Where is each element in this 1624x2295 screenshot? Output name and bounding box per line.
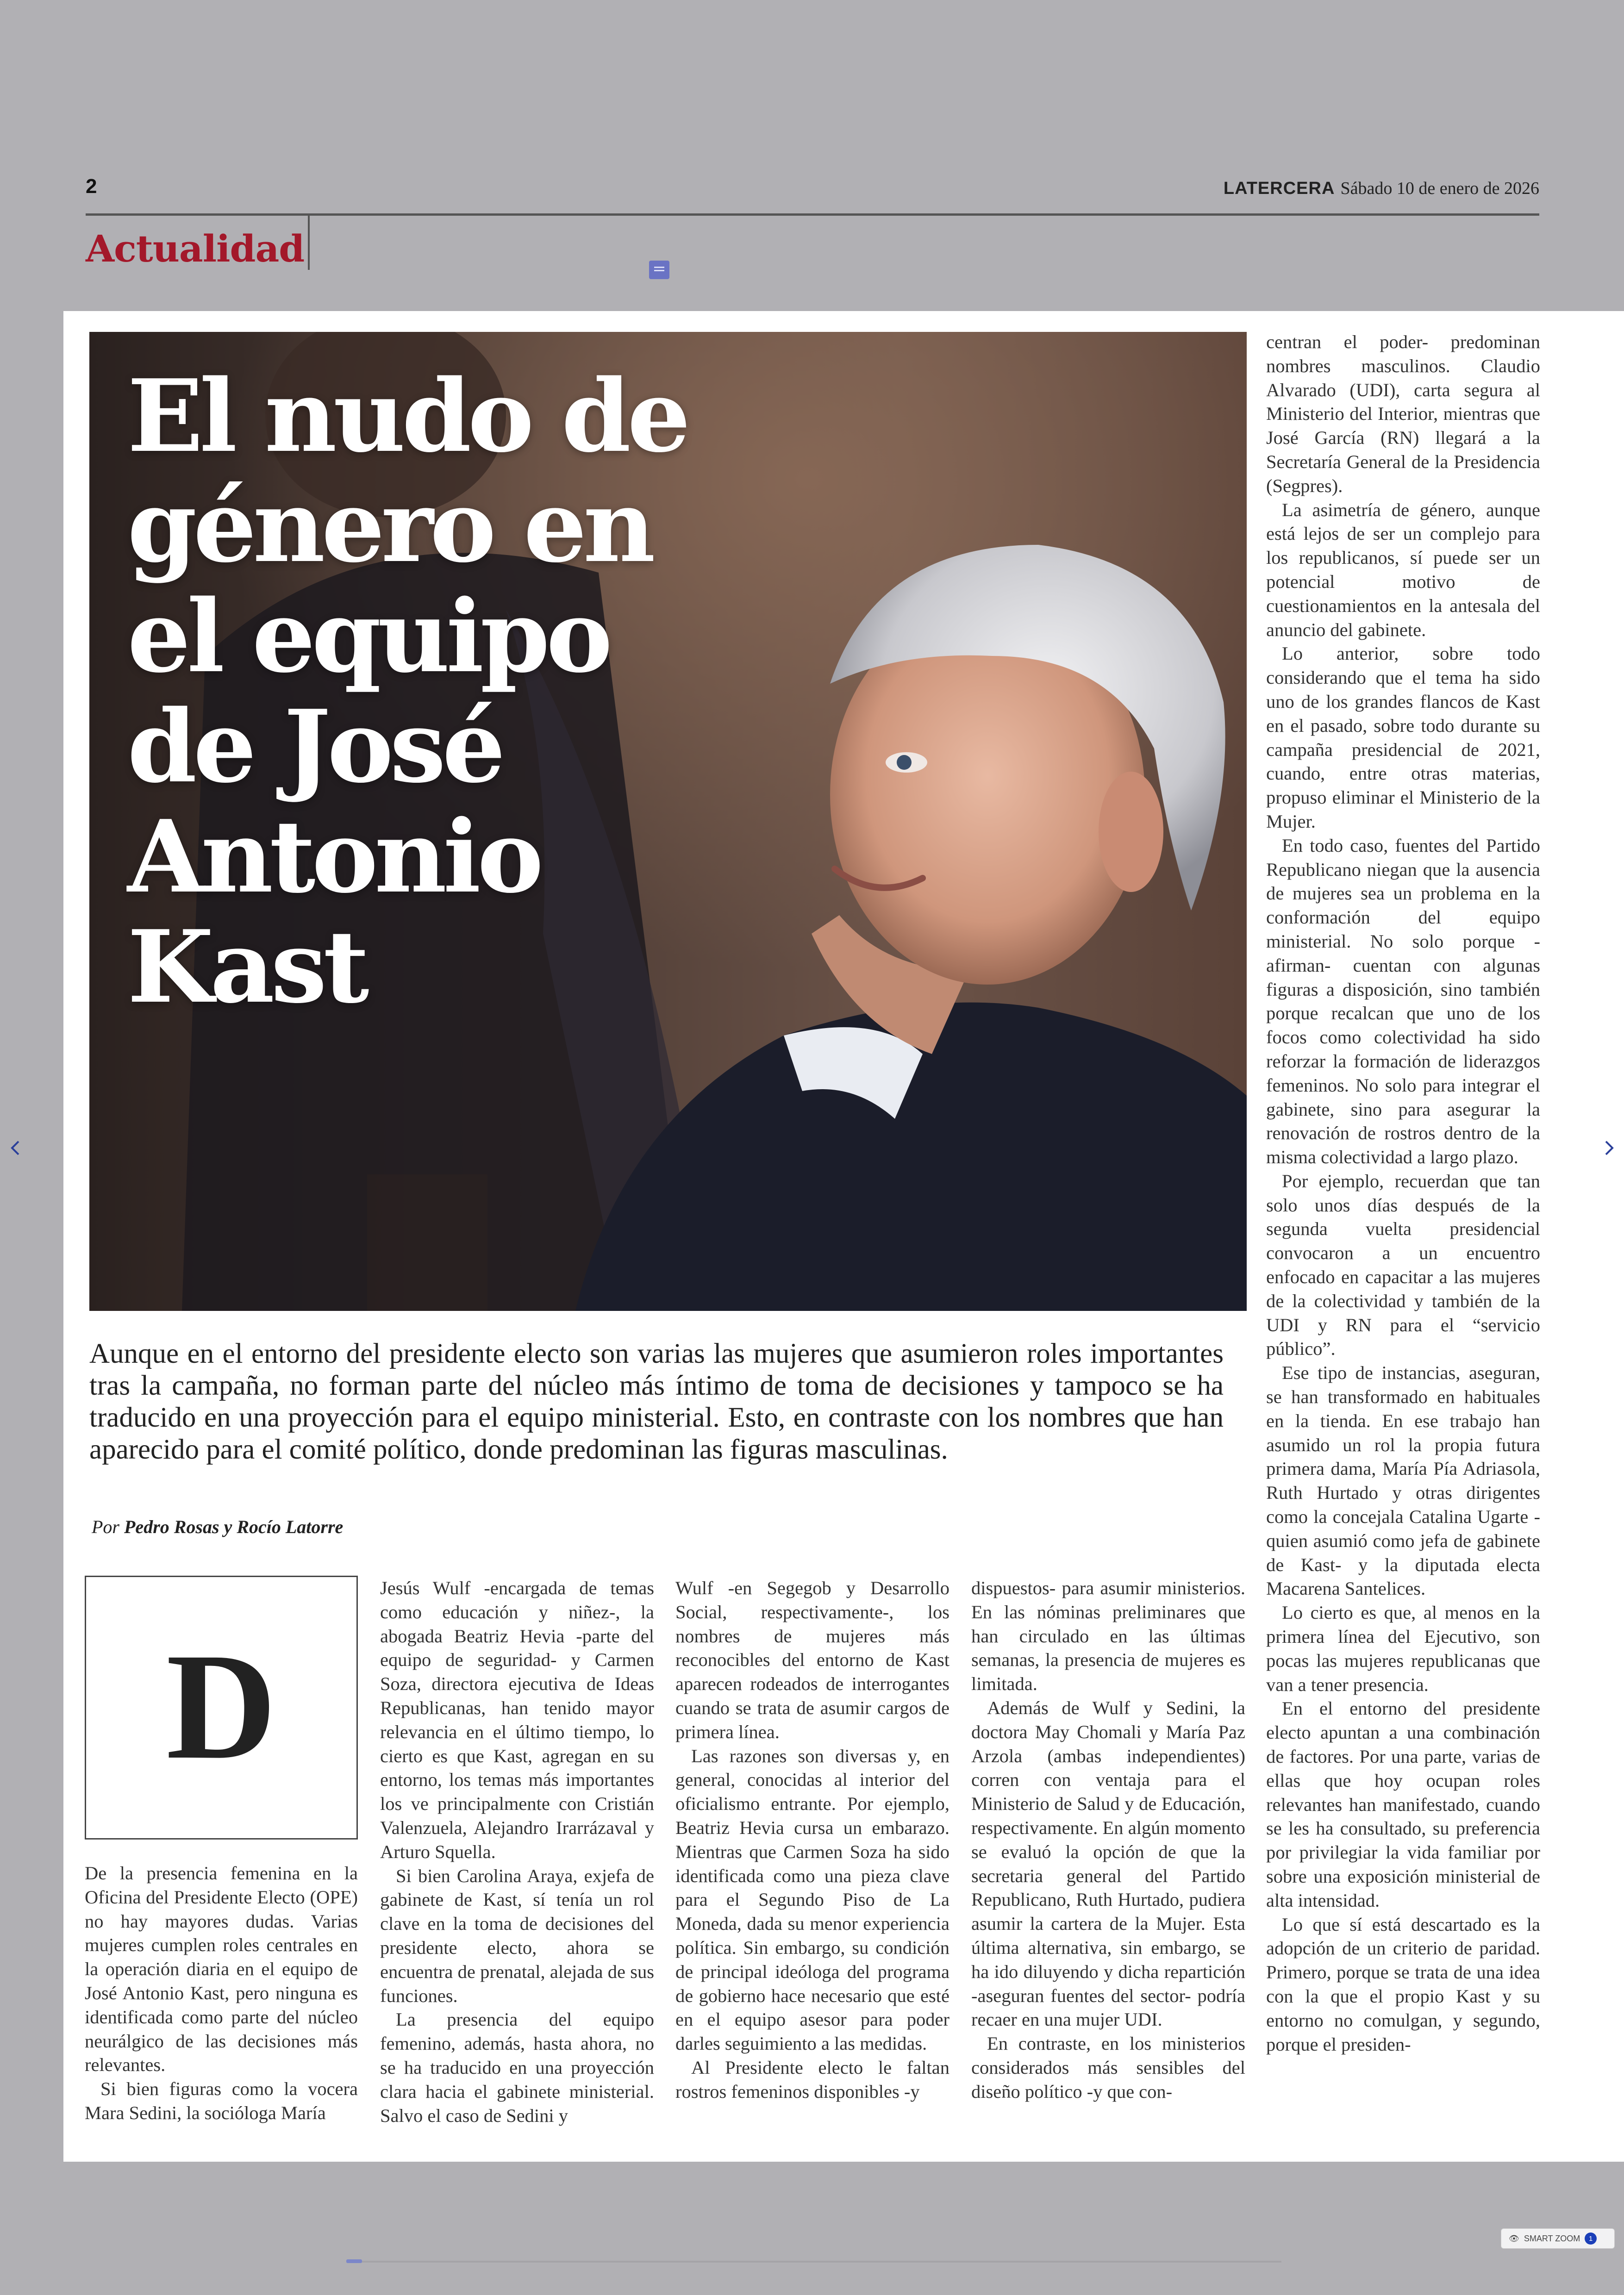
masthead [1224, 178, 1539, 199]
chevron-left-icon[interactable] [6, 1139, 25, 1157]
page-number: 2 [86, 175, 97, 198]
paragraph: En todo caso, fuentes del Partido Republicano niegan que la ausencia de mujeres sea un problema en la conformación del equipo ministerial. No solo porque -afirman- cuentan con algunas figuras a disposición, sino también porque recalcan que uno de los focos como colectividad ha sido reforzar la formación de liderazgos femeninos. No solo para integrar el gabinete, sino para asegurar la renovación de rostros dentro de la misma colectividad a largo plazo. [1266, 835, 1540, 1168]
issue-date: Sábado 10 de enero de 2026 [1340, 179, 1539, 198]
paragraph: En contraste, en los ministerios considerados más sensibles del diseño político -y que con- [971, 2033, 1245, 2102]
section-divider [308, 214, 310, 270]
paragraph: Lo anterior, sobre todo considerando que el tema ha sido uno de los grandes flancos de Kast en el pasado, sobre todo durante su campaña presidencial de 2021, cuando, entre otras materias, propuso eliminar el Ministerio de la Mujer. [1266, 643, 1540, 832]
paragraph: Lo cierto es que, al menos en la primera línea del Ejecutivo, son pocas las mujeres republicanas que van a tener presencia. [1266, 1602, 1540, 1695]
byline-authors: Pedro Rosas y Rocío Latorre [124, 1516, 344, 1537]
text-column-1 [85, 1861, 358, 2125]
byline-prefix: Por [92, 1516, 119, 1537]
smart-zoom-badge: 1 [1585, 2233, 1597, 2245]
note-icon[interactable] [649, 261, 669, 279]
paragraph: centran el poder- predominan nombres masculinos. Claudio Alvarado (UDI), carta segura al Ministerio del Interior, mientras que José García (RN) llegará a la Secretaría General de la Presidencia (Segpres). [1266, 331, 1540, 496]
newspaper-brand: LATERCERA [1223, 179, 1335, 198]
text-column-4 [971, 1576, 1245, 2104]
text-column-2 [380, 1576, 654, 2127]
headline: El nudo de género en el equipo de José Antonio Kast [127, 357, 687, 1025]
paragraph: Lo que sí está descartado es la adopción de un criterio de paridad. Primero, porque se trata de una idea con la que el propio Kast y su entorno no comulgan, y segundo, porque el presiden- [1266, 1914, 1540, 2055]
page-scrollbar-track[interactable] [346, 2261, 1281, 2263]
paragraph: La asimetría de género, aunque está lejos de ser un complejo para los republicanos, sí puede ser un potencial motivo de cuestionamientos en la antesala del anuncio del gabinete. [1266, 499, 1540, 640]
lede: Aunque en el entorno del presidente electo son varias las mujeres que asumieron roles importantes tras la campaña, no forman parte del núcleo más íntimo de toma de decisiones y tampoco se ha traducido en una proyección para el equipo ministerial. Esto, en contraste con los nombres que han aparecido para el comité político, donde predominan las figuras masculinas. [89, 1338, 1224, 1465]
paragraph: En el entorno del presidente electo apuntan a una combinación de factores. Por una parte, varias de ellas que hoy ocupan roles relevantes han manifestado, cuando se les ha consultado, su preferencia por privilegiar la vida familiar por sobre una exposición ministerial de alta intensidad. [1266, 1698, 1540, 1911]
paragraph: Las razones son diversas y, en general, conocidas al interior del oficialismo entrante. Por ejemplo, Beatriz Hevia cursa un embarazo. Mientras que Carmen Soza ha sido identificada como una pieza clave para el Segundo Piso de La Moneda, dada su menor experiencia política. Sin embargo, su condición de principal ideóloga del programa de gobierno hace necesario que esté en el equipo asesor para poder darles seguimiento a las medidas. [675, 1745, 949, 2054]
paragraph: De la presencia femenina en la Oficina del Presidente Electo (OPE) no hay mayores dudas. Varias mujeres cumplen roles centrales en la operación diaria en el equipo de José Antonio Kast, pero ninguna es identificada como parte del núcleo neurálgico de las decisiones más relevantes. [85, 1863, 358, 2076]
paragraph: Además de Wulf y Sedini, la doctora May Chomali y María Paz Arzola (ambas independientes) corren con ventaja para el Ministerio de Salud y de Educación, respectivamente. En algún momento se evaluó la opción de que la secretaria general del Partido Republicano, Ruth Hurtado, pudiera asumir la cartera de la Mujer. Esta última alternativa, sin embargo, se ha ido diluyendo y dicha repartición -aseguran fuentes del sector- podría recaer en una mujer UDI. [971, 1697, 1245, 2030]
paragraph: Wulf -en Segegob y Desarrollo Social, respectivamente-, los nombres de mujeres más reconocibles del entorno de Kast aparecen rodeados de interrogantes cuando se trata de asumir cargos de primera línea. [675, 1578, 949, 1742]
drop-cap-box [85, 1576, 358, 1840]
paragraph: Si bien Carolina Araya, exjefa de gabinete de Kast, sí tenía un rol clave en la toma de decisiones del presidente electo, ahora se encuentra de prenatal, alejada de sus funciones. [380, 1865, 654, 2006]
section-title: Actualidad [86, 227, 305, 270]
eye-icon: 👁 [1509, 2233, 1519, 2243]
page-scrollbar-thumb[interactable] [346, 2259, 362, 2263]
chevron-right-icon[interactable] [1599, 1139, 1618, 1157]
byline [92, 1516, 343, 1538]
paragraph: La presencia del equipo femenino, además, hasta ahora, no se ha traducido en una proyección clara hacia el gabinete ministerial. Salvo el caso de Sedini y [380, 2009, 654, 2126]
smart-zoom-label: SMART ZOOM [1524, 2233, 1580, 2243]
drop-cap-letter: D [166, 1622, 277, 1791]
paragraph: Al Presidente electo le faltan rostros femeninos disponibles -y [675, 2057, 949, 2102]
paragraph: Por ejemplo, recuerdan que tan solo unos días después de la segunda vuelta presidencial convocaron a un encuentro enfocado en capacitar a las mujeres de la colectividad y también de la UDI y RN para el “servicio público”. [1266, 1170, 1540, 1360]
paragraph: Si bien figuras como la vocera Mara Sedini, la socióloga María [85, 2078, 358, 2123]
paragraph: dispuestos- para asumir ministerios. En las nóminas preliminares que han circulado en las últimas semanas, la presencia de mujeres es limitada. [971, 1578, 1245, 1695]
text-column-5 [1266, 330, 1540, 2056]
header-rule [86, 213, 1539, 216]
text-column-3 [675, 1576, 949, 2104]
smart-zoom-button[interactable] [1501, 2228, 1615, 2249]
paragraph: Ese tipo de instancias, aseguran, se han transformado en habituales en la tienda. En ese trabajo han asumido un rol la propia futura primera dama, María Pía Adriasola, Ruth Hurtado y otras dirigentes como la concejala Catalina Ugarte -quien asumió como jefa de gabinete de Kast- y la diputada electa Macarena Santelices. [1266, 1362, 1540, 1599]
paragraph: Jesús Wulf -encargada de temas como educación y niñez-, la abogada Beatriz Hevia -parte del equipo de seguridad- y Carmen Soza, directora ejecutiva de Ideas Republicanas, han tenido mayor relevancia en el último tiempo, lo cierto es que Kast, agregan en su entorno, los temas más importantes los ve principalmente con Cristián Valenzuela, Alejandro Irarrázaval y Arturo Squella. [380, 1578, 654, 1862]
